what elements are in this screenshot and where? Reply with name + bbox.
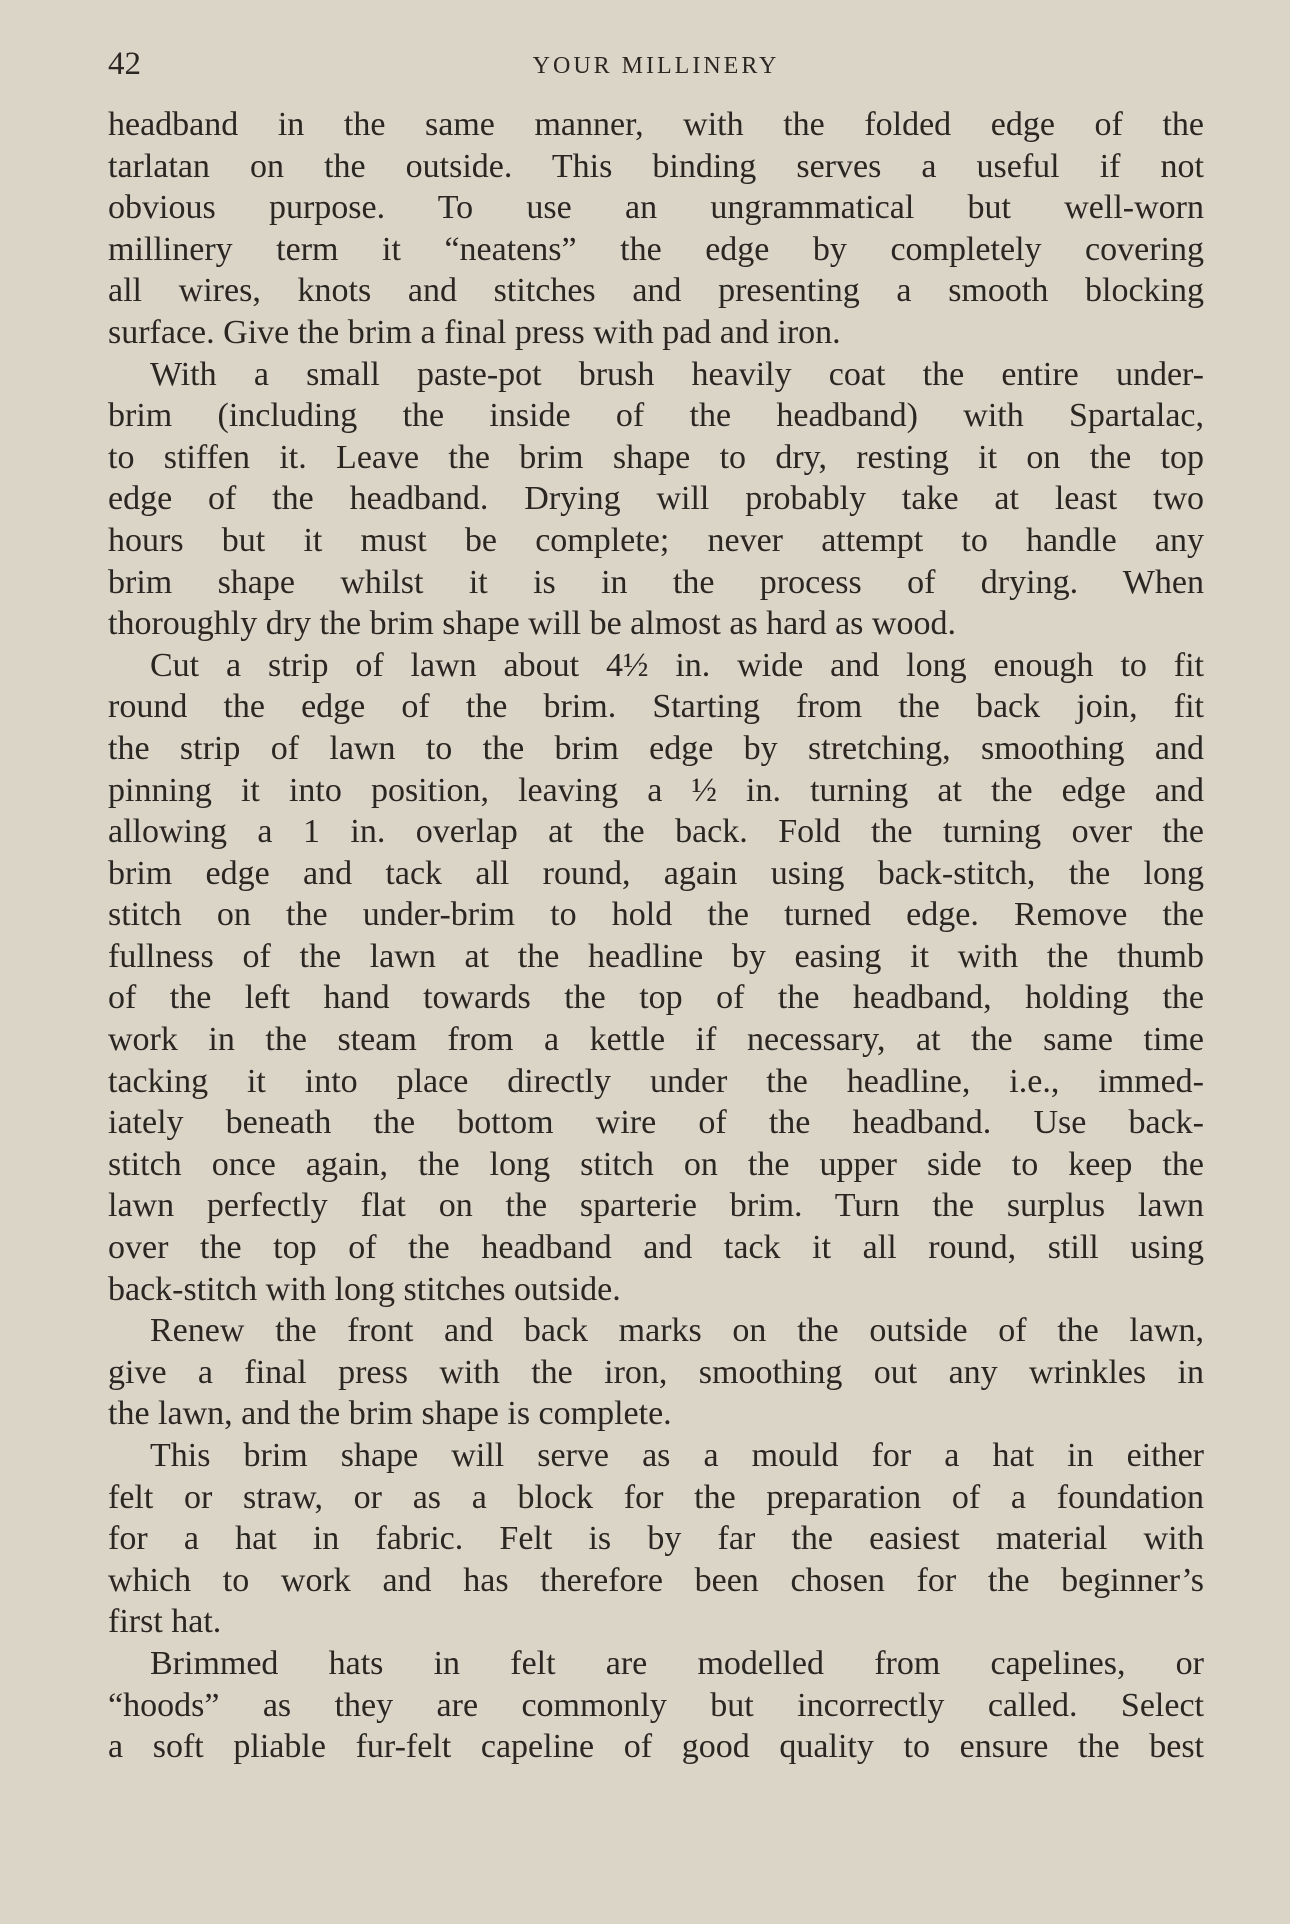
text-line: give a final press with the iron, smoothing out any wrinkles in: [108, 1353, 1204, 1391]
text-line: a soft pliable fur-felt capeline of good quality to ensure the best: [108, 1728, 1204, 1766]
text-line: lawn perfectly flat on the sparterie brim. Turn the surplus lawn: [108, 1187, 1204, 1225]
text-line: for a hat in fabric. Felt is by far the easiest material with: [108, 1520, 1204, 1558]
text-line: allowing a 1 in. overlap at the back. Fold the turning over the: [108, 813, 1204, 851]
text-line: felt or straw, or as a block for the preparation of a foundation: [108, 1478, 1204, 1516]
text-line: obvious purpose. To use an ungrammatical but well-worn: [108, 189, 1204, 227]
text-line: over the top of the headband and tack it all round, still using: [108, 1229, 1204, 1267]
text-line: “hoods” as they are commonly but incorrectly called. Select: [108, 1686, 1204, 1724]
text-line: pinning it into position, leaving a ½ in. turning at the edge and: [108, 771, 1204, 809]
text-line: Brimmed hats in felt are modelled from capelines, or: [150, 1644, 1204, 1682]
text-line: fullness of the lawn at the headline by easing it with the thumb: [108, 937, 1204, 975]
text-line: back-stitch with long stitches outside.: [108, 1270, 621, 1308]
text-line: millinery term it “neatens” the edge by completely covering: [108, 230, 1204, 268]
text-line: tacking it into place directly under the headline, i.e., immed-: [108, 1062, 1204, 1100]
text-line: Cut a strip of lawn about 4½ in. wide and long enough to fit: [150, 646, 1204, 684]
text-line: tarlatan on the outside. This binding serves a useful if not: [108, 147, 1204, 185]
text-line: brim edge and tack all round, again using back-stitch, the long: [108, 854, 1204, 892]
text-line: which to work and has therefore been chosen for the beginner’s: [108, 1561, 1204, 1599]
text-line: brim shape whilst it is in the process of drying. When: [108, 563, 1204, 601]
text-line: iately beneath the bottom wire of the headband. Use back-: [108, 1104, 1204, 1142]
text-line: to stiffen it. Leave the brim shape to dry, resting it on the top: [108, 438, 1204, 476]
text-line: headband in the same manner, with the folded edge of the: [108, 106, 1204, 143]
paragraph: [108, 1435, 1204, 1643]
text-line: of the left hand towards the top of the headband, holding the: [108, 979, 1204, 1017]
text-line: stitch once again, the long stitch on the upper side to keep the: [108, 1145, 1204, 1183]
text-line: hours but it must be complete; never attempt to handle any: [108, 521, 1204, 559]
text-line: the strip of lawn to the brim edge by stretching, smoothing and: [108, 729, 1204, 767]
page-number: 42: [108, 46, 141, 82]
text-line: brim (including the inside of the headband) with Spartalac,: [108, 397, 1204, 435]
text-line: work in the steam from a kettle if necessary, at the same time: [108, 1021, 1204, 1059]
text-line: the lawn, and the brim shape is complete.: [108, 1395, 672, 1433]
text-line: This brim shape will serve as a mould for a hat in either: [150, 1437, 1204, 1474]
text-line: Renew the front and back marks on the outside of the lawn,: [150, 1312, 1204, 1350]
paragraph: [108, 1310, 1204, 1435]
text-line: all wires, knots and stitches and presenting a smooth blocking: [108, 272, 1204, 310]
running-title: YOUR MILLINERY: [532, 53, 780, 79]
paragraph: [108, 645, 1204, 1311]
paragraph: [108, 104, 1204, 354]
text-line: edge of the headband. Drying will probably take at least two: [108, 480, 1204, 518]
text-line: round the edge of the brim. Starting from the back join, fit: [108, 688, 1204, 726]
paragraph: [108, 354, 1204, 645]
text-line: thoroughly dry the brim shape will be almost as hard as wood.: [108, 605, 956, 643]
paragraph: [108, 1643, 1204, 1768]
body-text: [108, 104, 1204, 1768]
text-line: With a small paste-pot brush heavily coat the entire under-: [150, 355, 1204, 393]
text-line: stitch on the under-brim to hold the turned edge. Remove the: [108, 896, 1204, 934]
text-line: surface. Give the brim a final press with pad and iron.: [108, 313, 841, 351]
text-line: first hat.: [108, 1603, 222, 1641]
running-head: [108, 44, 1204, 92]
